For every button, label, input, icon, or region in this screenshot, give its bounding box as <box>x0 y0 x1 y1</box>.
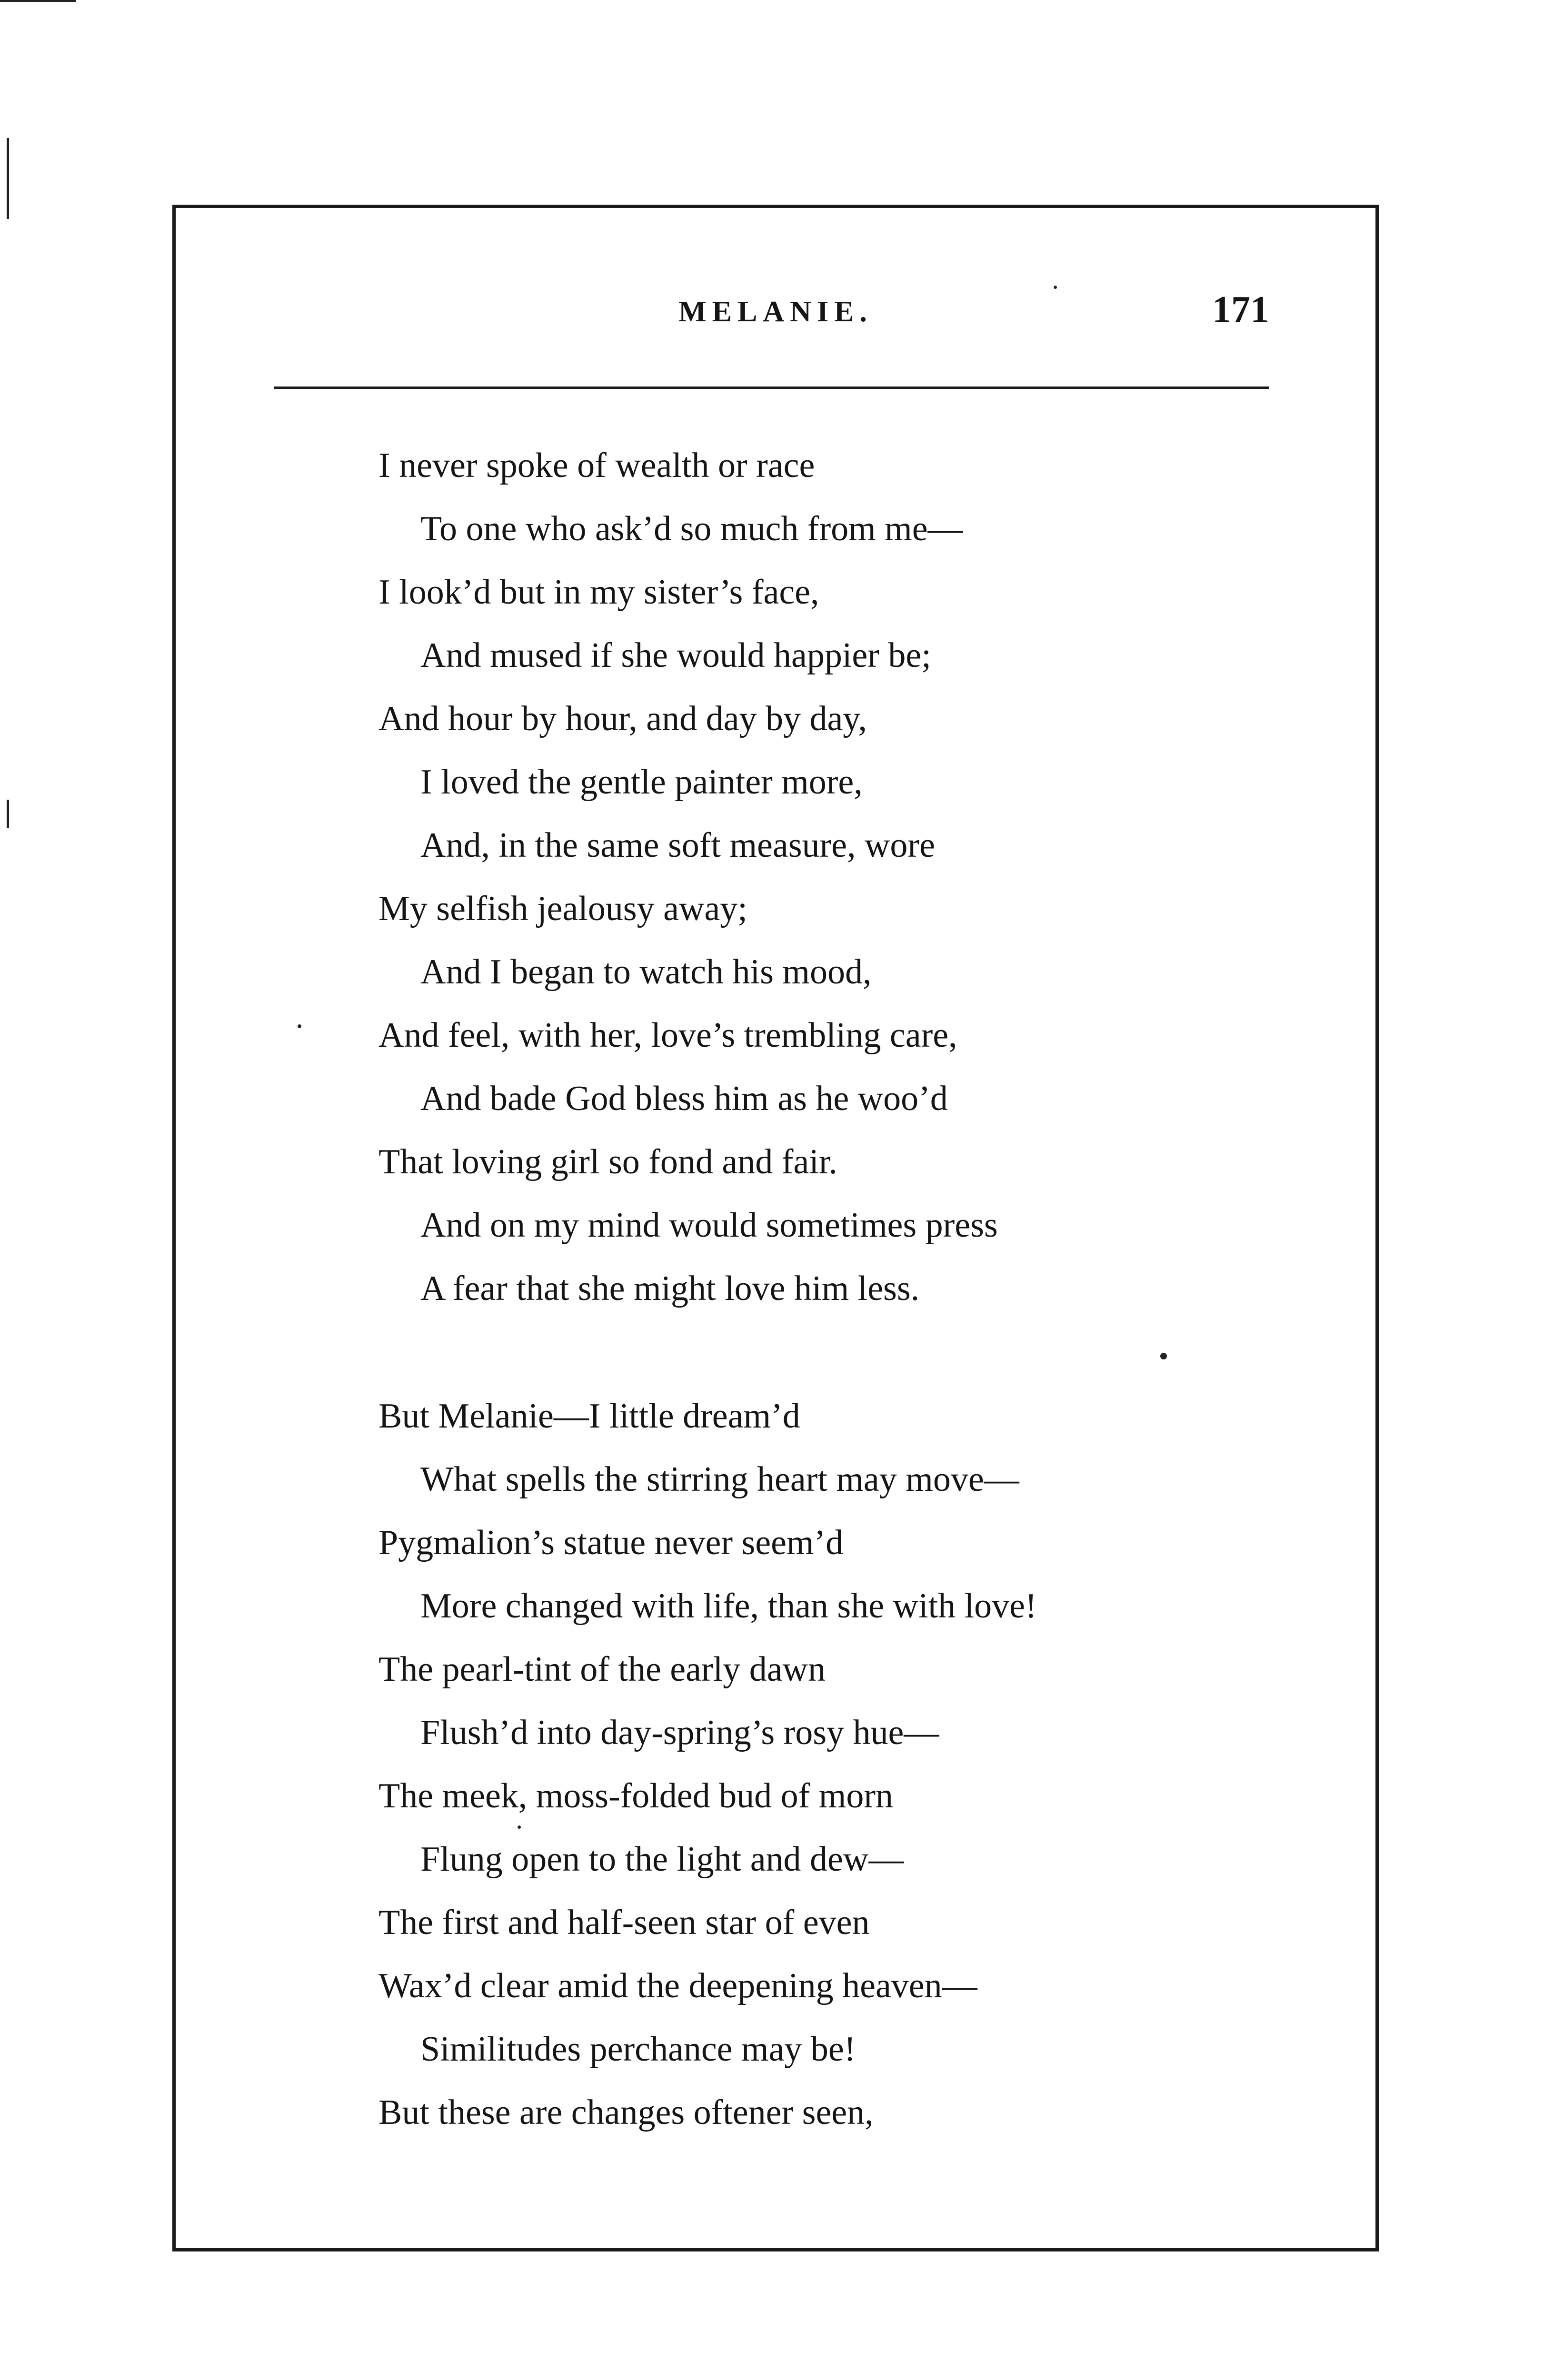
scan-edge-mark <box>7 800 9 828</box>
verse-line: Wax’d clear amid the deepening heaven— <box>379 1966 977 2005</box>
verse-line: And on my mind would sometimes press <box>420 1206 998 1245</box>
verse-line: More changed with life, than she with love! <box>420 1587 1037 1626</box>
scan-speck <box>1160 1353 1167 1359</box>
verse-line: Similitudes perchance may be! <box>420 2030 856 2069</box>
header-rule <box>274 387 1269 389</box>
verse-line: I never spoke of wealth or race <box>379 446 815 485</box>
verse-line: And I began to watch his mood, <box>420 952 872 992</box>
scan-speck <box>298 1024 301 1028</box>
verse-line: That loving girl so fond and fair. <box>379 1142 837 1181</box>
verse-line: And hour by hour, and day by day, <box>379 699 867 738</box>
verse-line: What spells the stirring heart may move— <box>420 1460 1019 1499</box>
verse-line: The meek, moss-folded bud of morn <box>379 1776 893 1815</box>
running-title: MELANIE. <box>678 296 873 328</box>
verse-line: And, in the same soft measure, wore <box>420 826 935 865</box>
verse-line: And feel, with her, love’s trembling care, <box>379 1016 957 1055</box>
verse-line: And mused if she would happier be; <box>420 636 931 675</box>
verse-line: Flush’d into day-spring’s rosy hue— <box>420 1713 939 1752</box>
verse-line: To one who ask’d so much from me— <box>420 509 963 548</box>
verse-line: But Melanie—I little dream’d <box>379 1397 800 1436</box>
verse-line: The pearl-tint of the early dawn <box>379 1650 826 1689</box>
stanza-1 <box>379 442 1283 1328</box>
verse-line: I look’d but in my sister’s face, <box>379 573 819 612</box>
verse-line: My selfish jealousy away; <box>379 889 747 928</box>
scan-edge-mark <box>0 0 76 2</box>
page-number: 171 <box>1212 289 1269 331</box>
verse-line: Pygmalion’s statue never seem’d <box>379 1523 844 1562</box>
running-head <box>172 289 1379 352</box>
verse-line: Flung open to the light and dew— <box>420 1840 904 1879</box>
verse-line: I loved the gentle painter more, <box>420 763 863 802</box>
verse-line: The first and half-seen star of even <box>379 1903 870 1942</box>
verse-line: And bade God bless him as he woo’d <box>420 1079 948 1118</box>
scan-edge-mark <box>7 138 9 219</box>
stanza-2 <box>379 1392 1283 2152</box>
scan-speck <box>518 1825 521 1829</box>
verse-line: A fear that she might love him less. <box>420 1269 920 1308</box>
scan-speck <box>1054 286 1057 289</box>
verse-line: But these are changes oftener seen, <box>379 2093 874 2132</box>
